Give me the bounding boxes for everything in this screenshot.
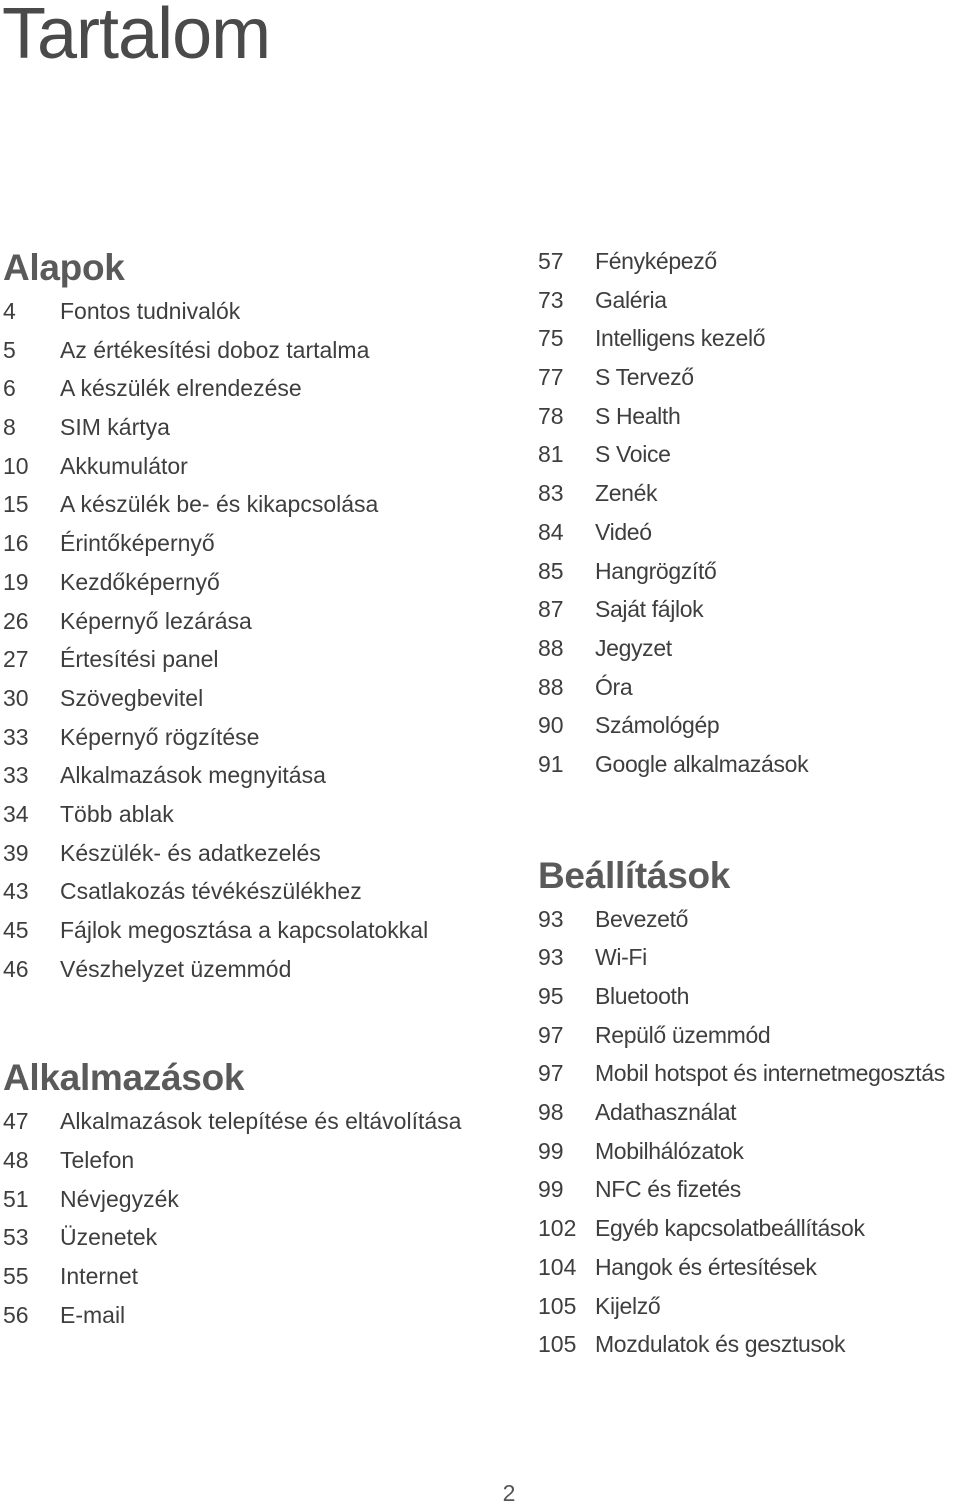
toc-entry[interactable] [538,552,960,591]
toc-entry[interactable] [538,435,960,474]
toc-page-number: 97 [538,1060,564,1087]
toc-entry[interactable] [3,834,473,873]
toc-page-number: 39 [3,839,29,866]
toc-list-alapok [3,292,473,988]
toc-entry[interactable] [3,679,473,718]
toc-page-number: 90 [538,712,564,739]
toc-entry-label: Mobilhálózatok [595,1137,744,1164]
toc-entry[interactable] [538,358,960,397]
toc-page-number: 55 [3,1263,29,1290]
toc-entry-label: SIM kártya [60,414,170,441]
toc-entry-label: Mozdulatok és gesztusok [595,1331,846,1358]
toc-entry[interactable] [3,485,473,524]
toc-page-number: 104 [538,1253,577,1280]
toc-entry-label: Érintőképernyő [60,530,215,557]
toc-entry-label: Készülék- és adatkezelés [60,839,321,866]
toc-page-number: 84 [538,518,564,545]
toc-page-number: 45 [3,917,29,943]
toc-page-number: 19 [3,568,29,595]
toc-page-number: 15 [3,491,29,518]
toc-entry[interactable] [3,950,473,989]
toc-entry-label: Internet [60,1263,138,1290]
toc-entry[interactable] [3,1218,473,1257]
toc-entry[interactable] [538,900,960,939]
toc-entry[interactable] [3,640,473,679]
toc-page-number: 33 [3,762,29,789]
toc-entry[interactable] [538,1325,960,1364]
toc-page-number: 73 [538,286,564,313]
toc-entry[interactable] [538,706,960,745]
toc-entry[interactable] [538,319,960,358]
toc-entry-label: Képernyő rögzítése [60,723,260,750]
toc-entry[interactable] [3,1141,473,1180]
toc-page-number: 34 [3,800,29,827]
toc-entry-label: A készülék be- és kikapcsolása [60,491,379,518]
toc-left-column [3,246,473,1335]
toc-entry-label: Fontos tudnivalók [60,298,241,324]
toc-entry[interactable] [3,292,473,331]
toc-page-number: 102 [538,1215,577,1242]
toc-page-number: 93 [538,944,564,971]
toc-entry[interactable] [3,756,473,795]
toc-page-number: 33 [3,723,29,750]
toc-entry-label: Szövegbevitel [60,684,204,711]
toc-entry[interactable] [538,1054,960,1093]
toc-entry[interactable] [3,408,473,447]
toc-entry-label: Bluetooth [595,983,690,1009]
toc-entry-label: Intelligens kezelő [595,325,766,352]
toc-page-number: 47 [3,1108,29,1135]
toc-entry[interactable] [538,668,960,707]
toc-entry[interactable] [538,1170,960,1209]
toc-page-number: 56 [3,1301,29,1328]
section-heading-alkalmazasok: Alkalmazások [3,1057,245,1099]
toc-entry-label: Akkumulátor [60,452,188,479]
toc-entry[interactable] [538,590,960,629]
toc-entry-label: Alkalmazások megnyitása [60,762,326,789]
toc-entry[interactable] [538,1016,960,1055]
toc-entry-label: Egyéb kapcsolatbeállítások [595,1215,865,1242]
toc-page-number: 99 [538,1137,564,1164]
toc-entry-label: Wi-Fi [595,944,647,971]
toc-entry-label: Az értékesítési doboz tartalma [60,336,370,363]
toc-page-number: 83 [538,480,564,507]
toc-entry-label: Csatlakozás tévékészülékhez [60,878,362,905]
toc-entry-label: Számológép [595,712,720,739]
toc-entry[interactable] [3,563,473,602]
toc-page-number: 99 [538,1176,564,1203]
toc-entry-label: Képernyő lezárása [60,607,252,634]
toc-entry[interactable] [3,872,473,911]
toc-entry-label: Értesítési panel [60,646,219,673]
toc-page-number: 43 [3,878,29,905]
toc-entry[interactable] [3,331,473,370]
toc-entry[interactable] [538,1132,960,1171]
toc-entry-label: Bevezető [595,905,689,932]
toc-page-number: 105 [538,1331,577,1358]
toc-entry-label: Kezdőképernyő [60,568,220,595]
toc-entry-label: Kijelző [595,1292,661,1319]
toc-entry-label: Névjegyzék [60,1185,179,1212]
section-spacer [3,988,473,1056]
toc-entry-label: Telefon [60,1147,135,1174]
toc-entry-label: Hangrögzítő [595,557,717,584]
toc-entry[interactable] [3,447,473,486]
toc-entry[interactable] [3,1102,473,1141]
toc-entry[interactable] [3,602,473,641]
toc-entry[interactable] [538,629,960,668]
toc-page-number: 88 [538,634,564,661]
toc-entry-label: Fájlok megosztása a kapcsolatokkal [60,917,429,943]
page-number: 2 [502,1480,516,1506]
page-title: Tartalom [2,0,271,74]
toc-entry-label: Vészhelyzet üzemmód [60,955,292,982]
toc-entry[interactable] [538,1093,960,1132]
toc-entry[interactable] [538,281,960,320]
toc-page-number: 16 [3,530,29,557]
toc-entry-label: S Tervező [595,364,694,391]
toc-entry-label: Galéria [595,286,667,313]
toc-page-number: 4 [3,298,16,324]
toc-page-number: 87 [538,596,564,623]
toc-entry[interactable] [3,718,473,757]
toc-entry-label: Jegyzet [595,634,672,661]
toc-list-beallitasok [538,900,960,1364]
toc-entry-label: S Health [595,402,681,429]
toc-entry-label: Zenék [595,480,658,507]
toc-entry[interactable] [538,474,960,513]
toc-entry-label: Alkalmazások telepítése és eltávolítása [60,1108,462,1135]
toc-page-number: 77 [538,364,564,391]
toc-entry-label: Repülő üzemmód [595,1021,771,1048]
toc-page-number: 30 [3,684,29,711]
toc-entry[interactable] [538,977,960,1016]
toc-entry[interactable] [538,1209,960,1248]
toc-entry-label: Óra [595,673,633,700]
toc-page-number: 105 [538,1292,577,1319]
toc-page-number: 10 [3,452,29,479]
toc-page-number: 75 [538,325,564,352]
toc-entry[interactable] [538,1287,960,1326]
toc-page-number: 97 [538,1021,564,1048]
toc-entry[interactable] [538,397,960,436]
toc-entry[interactable] [3,1180,473,1219]
toc-entry[interactable] [3,795,473,834]
toc-page-number: 98 [538,1099,564,1126]
toc-entry-label: Hangok és értesítések [595,1253,817,1280]
toc-list-alkalmazasok-continued [538,242,960,784]
toc-entry-label: Saját fájlok [595,596,704,623]
toc-entry-label: Google alkalmazások [595,750,809,777]
toc-page-number: 6 [3,375,16,402]
toc-entry[interactable] [3,911,473,950]
toc-page-number: 51 [3,1185,29,1212]
toc-page-number: 78 [538,402,564,429]
toc-page-number: 26 [3,607,29,634]
toc-page-number: 93 [538,905,564,932]
section-spacer [538,784,960,854]
toc-entry-label: Üzenetek [60,1224,158,1251]
toc-entry-label: Adathasználat [595,1099,737,1126]
toc-entry-label: E-mail [60,1301,126,1328]
toc-entry[interactable] [538,938,960,977]
toc-entry[interactable] [538,242,960,281]
toc-entry[interactable] [538,513,960,552]
toc-page-number: 5 [3,336,16,363]
toc-page-number: 57 [538,248,564,274]
toc-entry[interactable] [3,1257,473,1296]
toc-entry[interactable] [3,524,473,563]
toc-entry[interactable] [538,1248,960,1287]
toc-page-number: 27 [3,646,29,673]
toc-entry[interactable] [3,369,473,408]
toc-entry[interactable] [3,1296,473,1335]
toc-entry-label: Fényképező [595,248,717,274]
section-heading-alapok: Alapok [3,247,125,288]
toc-page-number: 85 [538,557,564,584]
toc-page-number: 81 [538,441,564,468]
toc-right-column [538,242,960,1364]
toc-entry-label: Több ablak [60,800,174,827]
toc-entry-label: A készülék elrendezése [60,375,302,402]
toc-page-number: 88 [538,673,564,700]
toc-page-number: 95 [538,983,564,1009]
toc-page-number: 8 [3,414,16,441]
toc-entry-label: NFC és fizetés [595,1176,741,1203]
toc-page-number: 46 [3,955,29,982]
section-heading-beallitasok: Beállítások [538,854,731,896]
toc-entry-label: Mobil hotspot és internetmegosztás [595,1060,945,1087]
toc-page-number: 91 [538,750,564,777]
toc-entry[interactable] [538,745,960,784]
toc-page-number: 48 [3,1147,29,1174]
toc-entry-label: S Voice [595,441,671,468]
toc-list-alkalmazasok [3,1102,473,1334]
toc-page-number: 53 [3,1224,29,1251]
toc-entry-label: Videó [595,518,652,545]
